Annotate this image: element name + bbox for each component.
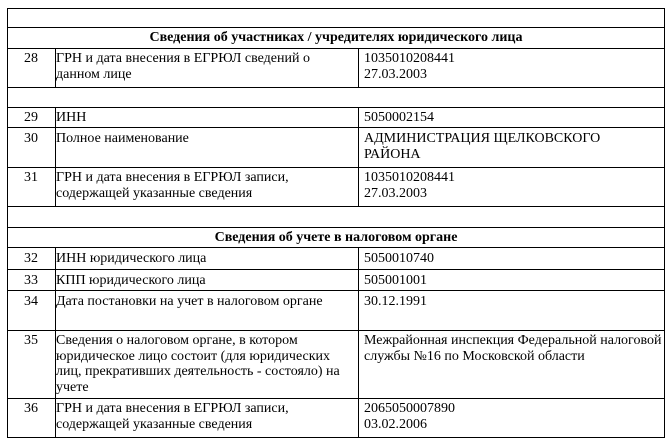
row-number: 33 bbox=[24, 273, 38, 288]
table-rule bbox=[7, 398, 665, 399]
row-value: 1035010208441 27.03.2003 bbox=[364, 170, 455, 201]
row-value: 1035010208441 27.03.2003 bbox=[364, 51, 455, 82]
row-value: АДМИНИСТРАЦИЯ ЩЕЛКОВСКОГО РАЙОНА bbox=[364, 131, 601, 162]
row-value: 505001001 bbox=[364, 273, 427, 288]
row-number: 35 bbox=[24, 333, 38, 348]
row-label: КПП юридического лица bbox=[56, 273, 206, 288]
table-rule bbox=[7, 27, 665, 28]
table-rule bbox=[7, 48, 665, 49]
table-rule bbox=[7, 167, 665, 168]
table-rule bbox=[7, 8, 8, 438]
table-rule bbox=[7, 227, 665, 228]
table-rule bbox=[7, 127, 665, 128]
row-value: Межрайонная инспекция Федеральной налоговой службы №16 по Московской области bbox=[364, 333, 662, 364]
row-label: ГРН и дата внесения в ЕГРЮЛ записи, содержащей указанные сведения bbox=[56, 170, 289, 201]
row-number: 31 bbox=[24, 170, 38, 185]
row-value: 30.12.1991 bbox=[364, 294, 427, 309]
table-rule bbox=[664, 8, 665, 438]
table-rule bbox=[7, 206, 665, 207]
table-rule bbox=[358, 48, 359, 87]
table-rule bbox=[7, 330, 665, 331]
row-label: ИНН bbox=[56, 110, 87, 125]
table-rule bbox=[7, 107, 665, 108]
row-number: 28 bbox=[24, 51, 38, 66]
row-value: 5050002154 bbox=[364, 110, 434, 125]
row-number: 36 bbox=[24, 401, 38, 416]
section-heading-tax-registration: Сведения об учете в налоговом органе bbox=[214, 230, 458, 245]
row-value: 5050010740 bbox=[364, 251, 434, 266]
section-heading-founders: Сведения об участниках / учредителях юридического лица bbox=[149, 30, 523, 45]
table-rule bbox=[358, 247, 359, 438]
row-number: 29 bbox=[24, 110, 38, 125]
row-label: Полное наименование bbox=[56, 131, 189, 146]
table-rule bbox=[7, 87, 665, 88]
row-label: ГРН и дата внесения в ЕГРЮЛ сведений о данном лице bbox=[56, 51, 310, 82]
table-rule bbox=[7, 269, 665, 270]
table-rule bbox=[7, 8, 665, 9]
row-label: Дата постановки на учет в налоговом органе bbox=[56, 294, 323, 309]
row-number: 30 bbox=[24, 131, 38, 146]
table-rule bbox=[7, 290, 665, 291]
row-value: 2065050007890 03.02.2006 bbox=[364, 401, 455, 432]
table-rule bbox=[7, 437, 665, 438]
row-label: ГРН и дата внесения в ЕГРЮЛ записи, содержащей указанные сведения bbox=[56, 401, 289, 432]
row-number: 32 bbox=[24, 251, 38, 266]
row-label: ИНН юридического лица bbox=[56, 251, 207, 266]
row-number: 34 bbox=[24, 294, 38, 309]
table-rule bbox=[358, 107, 359, 207]
row-label: Сведения о налоговом органе, в котором юридическое лицо состоит (для юридических лиц, прекративших деятельность - состояло) на учете bbox=[56, 333, 340, 395]
table-rule bbox=[7, 247, 665, 248]
